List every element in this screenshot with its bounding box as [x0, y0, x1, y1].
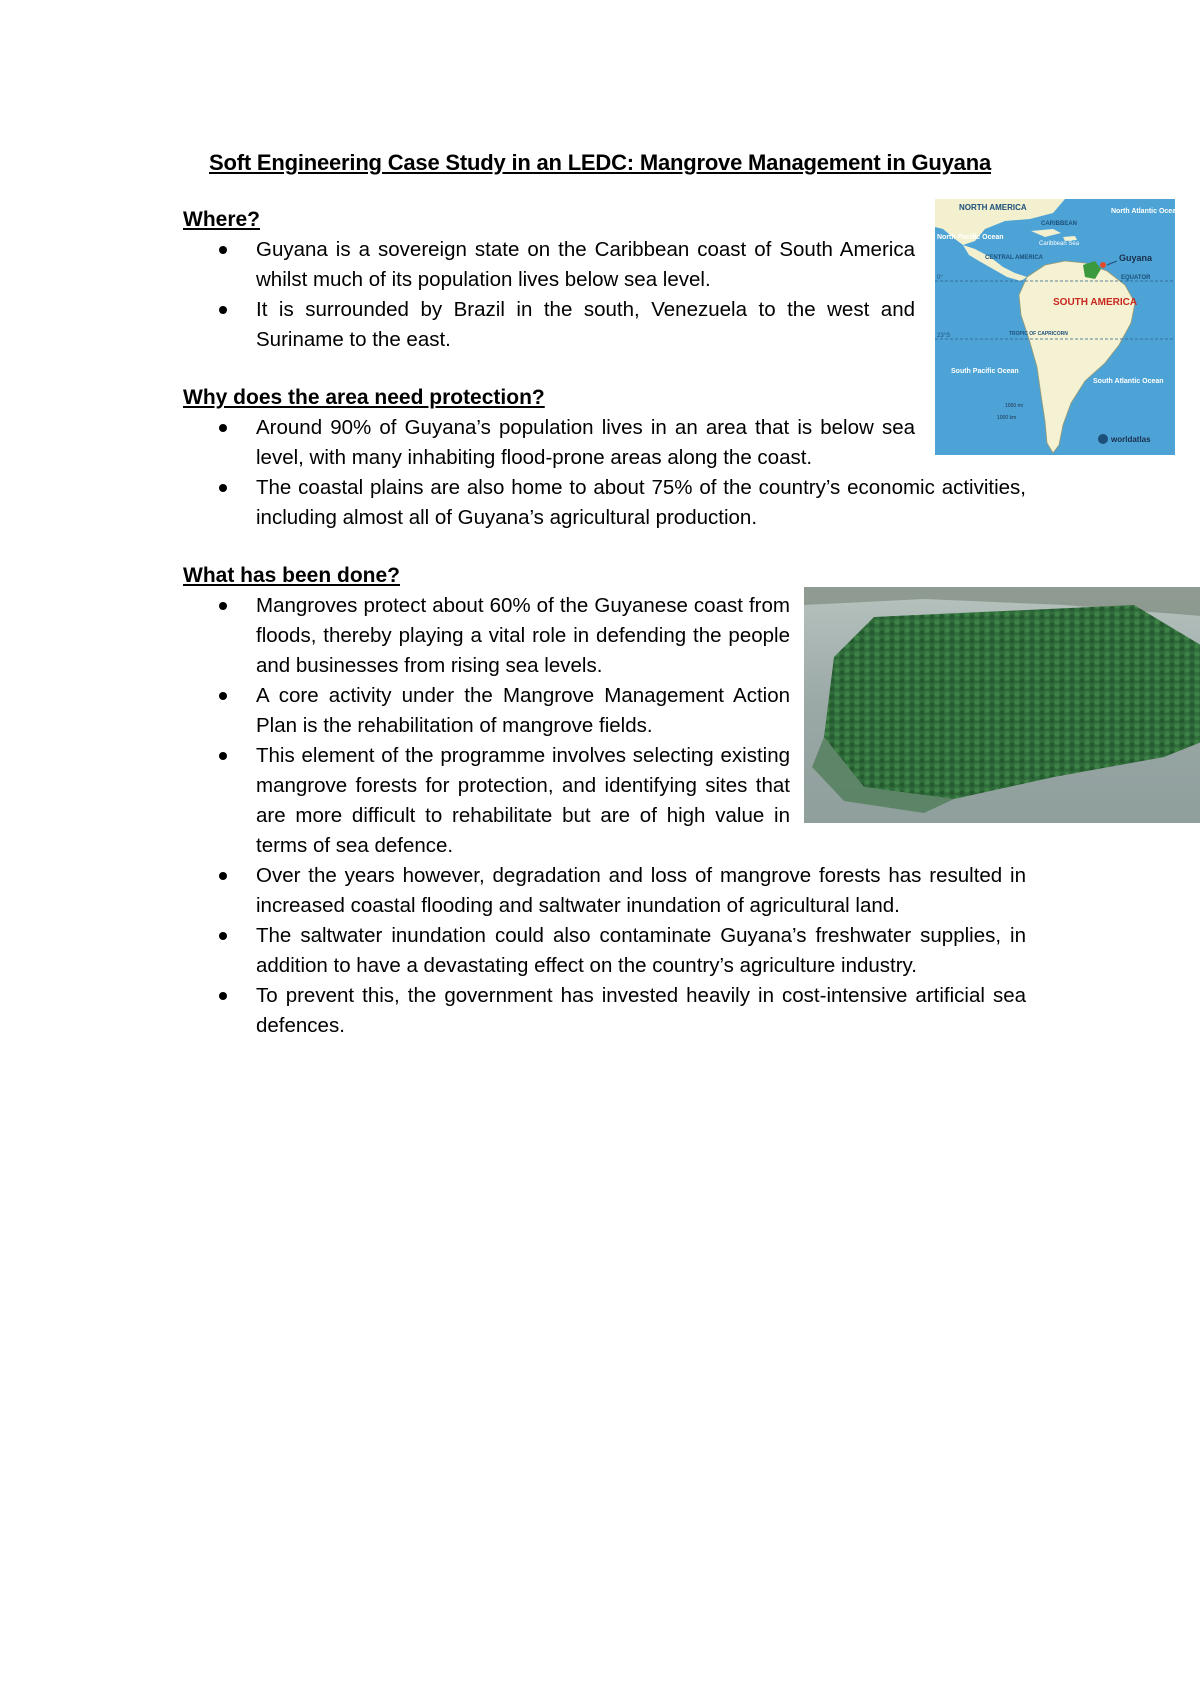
map-label: 23°S [937, 333, 951, 339]
map-brand: worldatlas [1111, 435, 1151, 444]
map-label: CENTRAL AMERICA [985, 255, 1043, 261]
map-label: North Pacific Ocean [937, 234, 1004, 241]
map-label: 0° [937, 275, 943, 281]
map-label: South Atlantic Ocean [1093, 378, 1164, 385]
list-item: To prevent this, the government has invested heavily in cost-intensive artificial sea defences. [214, 981, 1026, 1041]
map-label: Caribbean Sea [1039, 241, 1080, 247]
list-item: A core activity under the Mangrove Management Action Plan is the rehabilitation of mangrove fields. [214, 681, 790, 741]
map-label: Guyana [1119, 253, 1153, 263]
list-item: The saltwater inundation could also contaminate Guyana’s freshwater supplies, in addition to have a devastating effect on the country’s agriculture industry. [214, 921, 1026, 981]
globe-icon [1098, 434, 1108, 444]
list-item: Guyana is a sovereign state on the Caribbean coast of South America whilst much of its population lives below sea level. [214, 235, 915, 295]
map-label: EQUATOR [1121, 275, 1151, 281]
map-label: NORTH AMERICA [959, 203, 1027, 212]
list-item: Around 90% of Guyana’s population lives in an area that is below sea level, with many inhabiting flood-prone areas along the coast. [214, 413, 915, 473]
why-bullet-list [214, 413, 1026, 533]
heading-what-done: What has been done? [183, 564, 401, 587]
map-label: CARIBBEAN [1041, 221, 1077, 227]
photo-graphic [804, 587, 1200, 823]
map-label: TROPIC OF CAPRICORN [1009, 331, 1068, 337]
list-item: This element of the programme involves selecting existing mangrove forests for protection, and identifying sites that are more difficult to rehabilitate but are of high value in terms of sea defence. [214, 741, 790, 861]
map-graphic [935, 199, 1175, 455]
list-item: Mangroves protect about 60% of the Guyanese coast from floods, thereby playing a vital role in defending the people and businesses from rising sea levels. [214, 591, 790, 681]
map-label: South Pacific Ocean [951, 368, 1019, 375]
map-label: 1000 km [997, 415, 1017, 421]
mangrove-aerial-photo [804, 587, 1200, 823]
map-label: 1000 mi [1005, 403, 1023, 409]
heading-where: Where? [183, 208, 261, 231]
list-item: It is surrounded by Brazil in the south, Venezuela to the west and Suriname to the east. [214, 295, 915, 355]
where-bullet-list [214, 235, 915, 355]
location-marker-icon [1100, 262, 1106, 268]
heading-why-protection: Why does the area need protection? [183, 386, 545, 409]
list-item: Over the years however, degradation and loss of mangrove forests has resulted in increased coastal flooding and saltwater inundation of agricultural land. [214, 861, 1026, 921]
map-label: SOUTH AMERICA [1053, 297, 1138, 308]
page-title: Soft Engineering Case Study in an LEDC: Mangrove Management in Guyana [209, 150, 991, 175]
guyana-location-map [935, 199, 1175, 455]
map-label: North Atlantic Ocean [1111, 208, 1175, 215]
list-item: The coastal plains are also home to about 75% of the country’s economic activities, including almost all of Guyana’s agricultural production. [214, 473, 1026, 533]
